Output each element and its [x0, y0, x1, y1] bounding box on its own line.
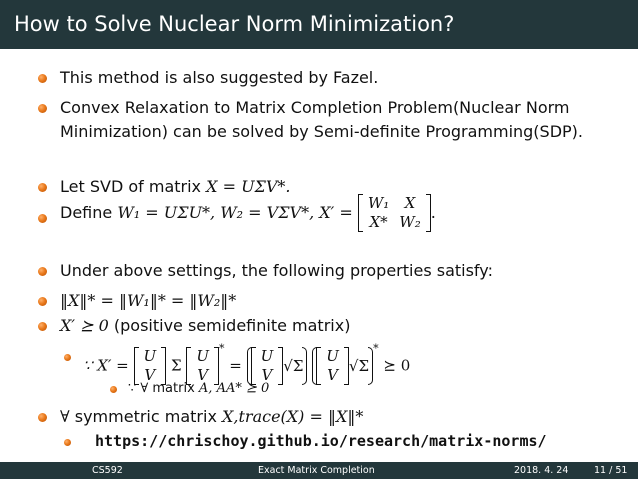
matrix-word: matrix	[152, 381, 195, 396]
paren-group	[312, 347, 373, 385]
sub-bullet-psd-proof	[83, 338, 410, 385]
matrix-cell: W₂	[399, 213, 421, 231]
equals-sign: =	[229, 356, 242, 375]
matrix-cell: X	[404, 194, 416, 212]
matrix-cell: V	[144, 365, 156, 384]
because-forall: ∵ ∀	[128, 381, 153, 396]
reference-url[interactable]: https://chrischoy.github.io/research/matrix-norms/	[95, 432, 547, 450]
slide-footer	[0, 462, 638, 479]
aa-formula: A, AA* ⪰ 0	[198, 381, 270, 396]
bullet-norm-equality: ‖X‖* = ‖W₁‖* = ‖W₂‖*	[60, 291, 237, 310]
symmetric-text: symmetric matrix	[74, 407, 217, 426]
forall-symbol: ∀	[60, 407, 70, 426]
symmetric-x: X,	[222, 407, 239, 426]
define-text: Define	[60, 203, 113, 222]
bullet-settings: Under above settings, the following properties satisfy:	[60, 261, 493, 280]
footer-page-number: 11 / 51	[594, 465, 628, 476]
footer-date: 2018. 4. 24	[514, 465, 569, 476]
conjugate-star: *	[373, 342, 379, 355]
matrix-cell: U	[143, 346, 157, 365]
sub-bullet-icon	[64, 439, 71, 446]
matrix-cell: X*	[369, 213, 388, 231]
sqrt-sigma: √Σ	[348, 356, 370, 375]
matrix-cell: V	[327, 365, 338, 384]
xprime-matrix	[358, 194, 431, 232]
bullet-convex-line1: Convex Relaxation to Matrix Completion Problem(Nuclear Norm	[60, 98, 570, 117]
psd-relation: ⪰ 0	[383, 356, 411, 375]
sigma-symbol: Σ	[170, 356, 182, 375]
bullet-icon	[38, 214, 47, 223]
bullet-icon	[38, 297, 47, 306]
uv-matrix	[134, 347, 167, 385]
bullet-define: Define W₁ = UΣU*, W₂ = VΣV*, X′ = W₁ X X* W₂ .	[60, 194, 436, 231]
matrix-cell: V	[197, 365, 209, 384]
matrix-cell: W₁	[367, 194, 390, 212]
uv-matrix	[316, 347, 349, 385]
svd-formula: X = UΣV*.	[206, 177, 291, 196]
psd-formula: X′ ⪰ 0	[60, 316, 109, 335]
uv-matrix	[251, 347, 284, 385]
bullet-icon	[38, 74, 47, 83]
bullet-icon	[38, 322, 47, 331]
bullet-icon	[38, 267, 47, 276]
sub-sub-bullet-icon	[110, 386, 117, 393]
svd-text: Let SVD of matrix	[60, 177, 207, 196]
conjugate-star: *	[219, 342, 225, 355]
proof-lead: ∵ X′ =	[83, 356, 129, 375]
bullet-convex-line2: Minimization) can be solved by Semi-definite Programming(SDP).	[60, 122, 583, 141]
define-formula: W₁ = UΣU*, W₂ = VΣV*, X′ =	[117, 203, 353, 222]
sqrt-sigma: √Σ	[283, 356, 304, 375]
slide-title: How to Solve Nuclear Norm Minimization?	[0, 0, 638, 49]
bullet-fazel: This method is also suggested by Fazel.	[60, 68, 379, 87]
bullet-icon	[38, 183, 47, 192]
footer-topic: Exact Matrix Completion	[258, 465, 375, 476]
matrix-cell: V	[261, 365, 273, 384]
paren-group	[247, 347, 308, 385]
matrix-cell: U	[326, 346, 339, 365]
uv-matrix	[186, 347, 219, 385]
bullet-icon	[38, 104, 47, 113]
matrix-cell: U	[260, 346, 274, 365]
sub-bullet-icon	[64, 354, 71, 361]
bullet-psd	[60, 315, 350, 337]
bullet-icon	[38, 413, 47, 422]
footer-course: CS592	[92, 465, 123, 476]
sub-sub-bullet-matrix	[128, 380, 269, 398]
matrix-cell: U	[196, 346, 209, 365]
psd-text: (positive semidefinite matrix)	[113, 316, 351, 335]
trace-formula: trace(X) = ‖X‖*	[238, 407, 364, 426]
bullet-symmetric	[60, 406, 363, 428]
